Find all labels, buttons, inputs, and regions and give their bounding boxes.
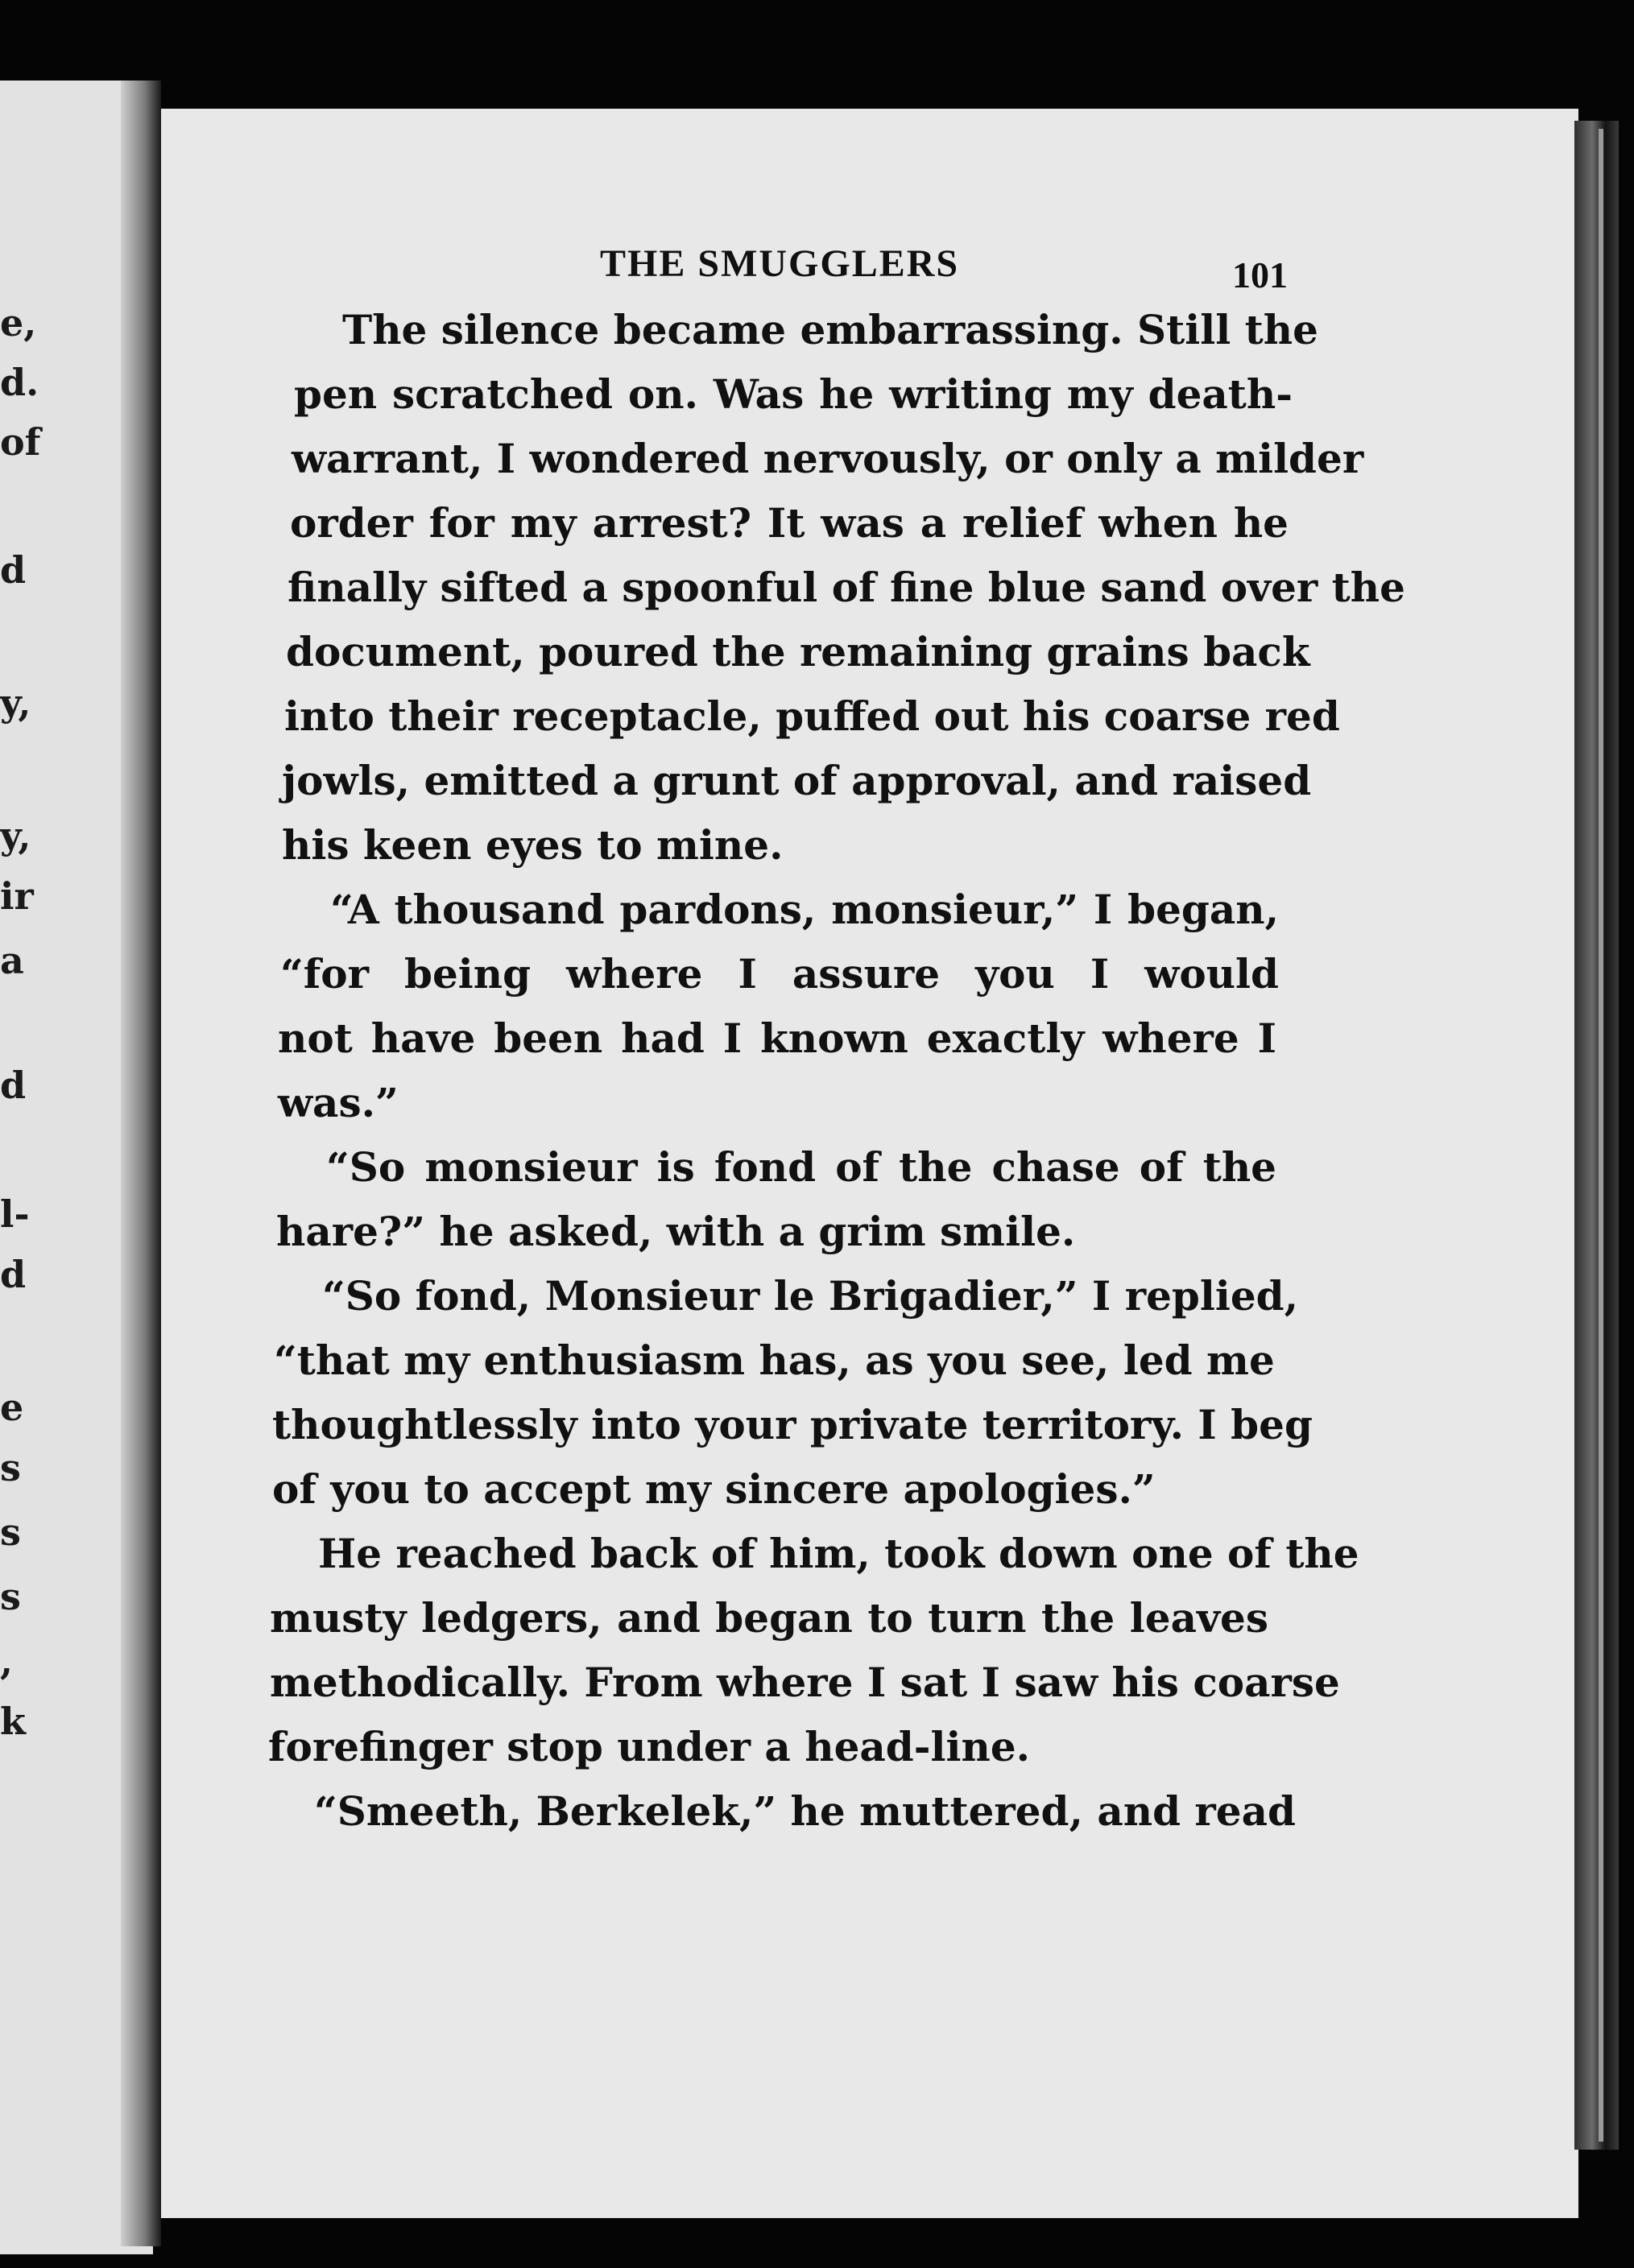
book-edge: [1574, 121, 1619, 2150]
left-fragment: ir: [0, 874, 34, 918]
text-line: thoughtlessly into your private territory. I beg: [272, 1401, 1313, 1448]
text-line: his keen eyes to mine.: [282, 821, 784, 869]
text-line: musty ledgers, and began to turn the leaves: [270, 1594, 1268, 1642]
left-fragment: y,: [0, 681, 31, 725]
text-line: hare?” he asked, with a grim smile.: [276, 1208, 1076, 1255]
left-fragment: d: [0, 1253, 27, 1296]
text-line: document, poured the remaining grains back: [286, 628, 1310, 675]
left-fragment: l-: [0, 1192, 30, 1236]
running-title: THE SMUGGLERS: [600, 242, 960, 285]
text-line: order for my arrest? It was a relief when he: [290, 499, 1289, 547]
left-fragment: d: [0, 1064, 27, 1107]
left-fragment: k: [0, 1700, 26, 1743]
text-line: jowls, emitted a grunt of approval, and raised: [282, 757, 1312, 804]
text-line: not have been had I known exactly where I: [278, 1014, 1276, 1062]
left-fragment: e,: [0, 301, 37, 345]
text-line: of you to accept my sincere apologies.”: [272, 1465, 1156, 1513]
text-line: was.”: [278, 1079, 399, 1126]
text-line: “for being where I assure you I would: [280, 950, 1279, 998]
text-line: pen scratched on. Was he writing my death-: [294, 370, 1293, 418]
left-page-gutter: [121, 81, 161, 2246]
text-line: “Smeeth, Berkelek,” he muttered, and read: [314, 1787, 1296, 1835]
text-line: “So monsieur is fond of the chase of the: [326, 1143, 1276, 1191]
left-fragment: y,: [0, 814, 31, 857]
text-line: finally sifted a spoonful of fine blue sand over the: [288, 564, 1405, 611]
text-line: forefinger stop under a head-line.: [268, 1723, 1031, 1770]
text-line: warrant, I wondered nervously, or only a milder: [292, 435, 1364, 482]
text-line: “So fond, Monsieur le Brigadier,” I replied,: [322, 1272, 1299, 1320]
book-edge-highlight: [1599, 129, 1603, 2142]
text-line: into their receptacle, puffed out his coarse red: [284, 692, 1340, 740]
left-fragment: e: [0, 1386, 24, 1429]
left-fragment: d: [0, 548, 27, 592]
left-fragment: of: [0, 420, 41, 464]
left-fragment: s: [0, 1446, 21, 1489]
text-line: methodically. From where I sat I saw his coarse: [270, 1659, 1340, 1706]
left-fragment: s: [0, 1575, 21, 1618]
text-line: He reached back of him, took down one of the: [318, 1530, 1359, 1577]
page-number: 101: [1232, 254, 1288, 295]
left-fragment: s: [0, 1510, 21, 1554]
left-fragment: a: [0, 939, 24, 982]
text-line: “A thousand pardons, monsieur,” I began,: [330, 886, 1279, 933]
text-line: “that my enthusiasm has, as you see, led me: [274, 1336, 1275, 1384]
left-fragment: ,: [0, 1639, 14, 1683]
left-fragment: d.: [0, 361, 39, 404]
text-line: The silence became embarrassing. Still the: [342, 306, 1318, 353]
